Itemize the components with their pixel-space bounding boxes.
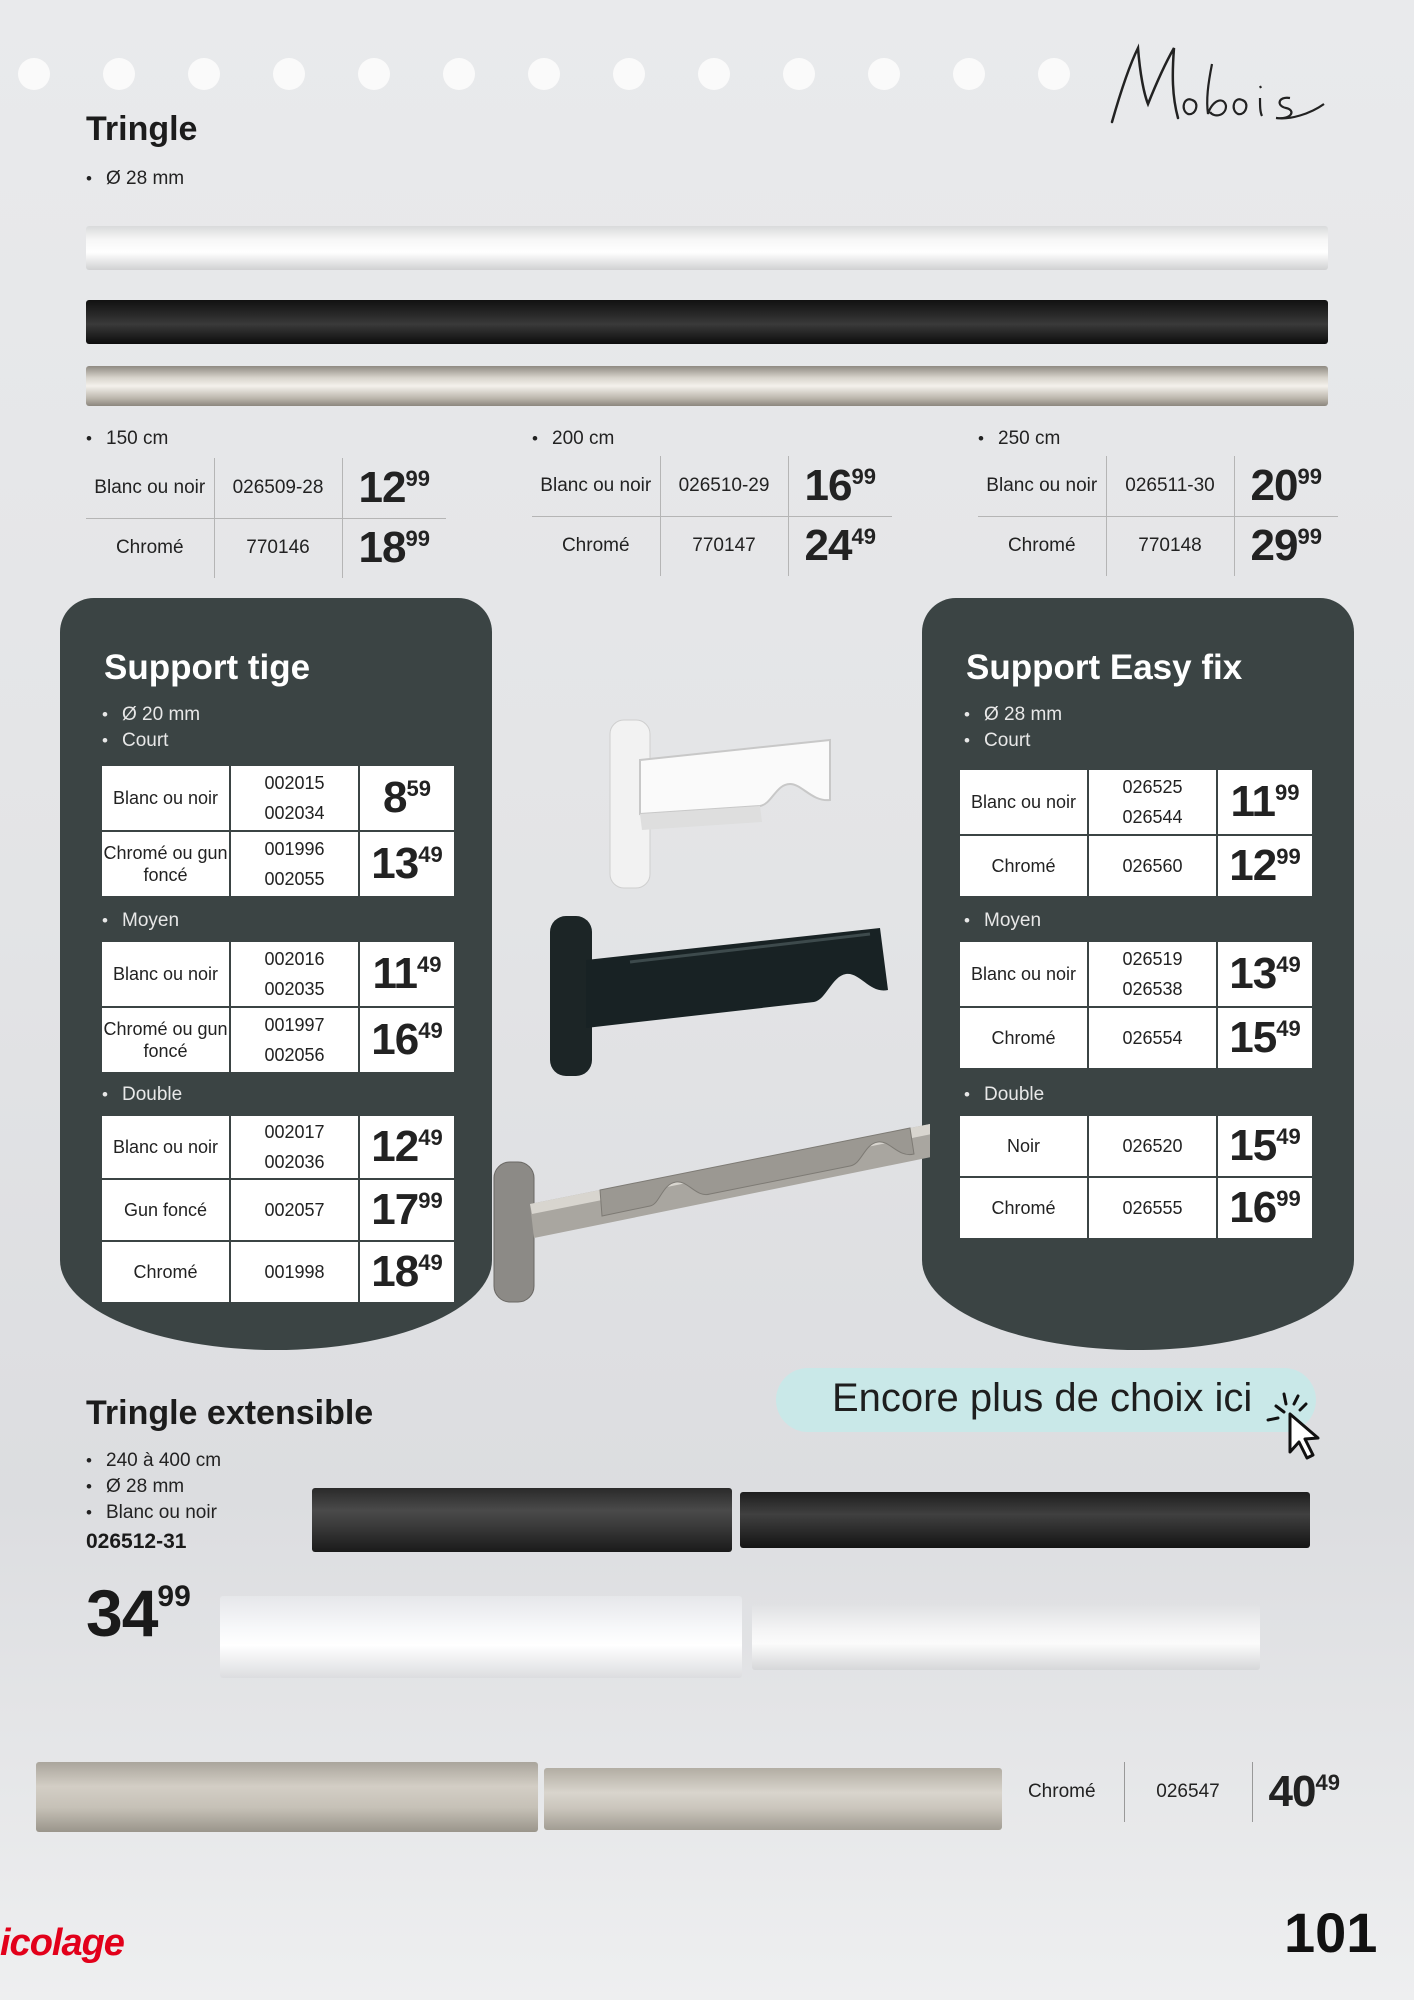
price-table-250cm (978, 456, 1338, 576)
bracket-chrome-image (494, 1124, 930, 1302)
price: $29^{99}$ (1250, 521, 1322, 571)
price: $15^{49}$ (1229, 1121, 1301, 1170)
length-200: • 200 cm (532, 426, 614, 452)
table-row: Blanc ou noir 026509-28 $12^{99}$ (86, 458, 446, 518)
tige-moyen-label: • Moyen (102, 908, 179, 934)
table-row: Chromé 026547 $40^{49}$ (1000, 1762, 1356, 1822)
table-row: Blanc ou noir 002017 002036 $12^{49}$ (101, 1115, 455, 1179)
section-title-support-tige: Support tige (104, 648, 311, 687)
table-row: Gun foncé 002057 $17^{99}$ (101, 1179, 455, 1241)
cursor-click-icon (1262, 1390, 1332, 1460)
page-number: 101 (1284, 1901, 1378, 1964)
price: $12^{49}$ (371, 1122, 443, 1171)
panel-support-tige (60, 598, 492, 1350)
price: $11^{49}$ (372, 949, 442, 998)
rod-white (86, 226, 1328, 270)
table-tige-moyen (100, 940, 456, 1074)
table-row: Blanc ou noir 026510-29 $16^{99}$ (532, 456, 892, 516)
table-row: Chromé 026560 $12^{99}$ (959, 835, 1313, 897)
length-250: • 250 cm (978, 426, 1060, 452)
price: $12^{99}$ (358, 462, 430, 512)
price: $24^{49}$ (804, 521, 876, 571)
price: $16^{99}$ (1229, 1183, 1301, 1232)
support-easy-bullets: • Ø 28 mm • Court (964, 702, 1062, 754)
extensible-chrome-table (1000, 1762, 1356, 1822)
rod-black (86, 300, 1328, 344)
table-row: Chromé 026554 $15^{49}$ (959, 1007, 1313, 1069)
tringle-bullets (86, 166, 184, 192)
table-row: Chromé 770148 $29^{99}$ (978, 516, 1338, 576)
table-row: Chromé ou gun foncé 001997 002056 $16^{49}$ (101, 1007, 455, 1073)
rod-chrome (86, 366, 1328, 406)
price: $40^{49}$ (1268, 1767, 1340, 1816)
table-row: Blanc ou noir 026519 026538 $13^{49}$ (959, 941, 1313, 1007)
section-title-tringle-extensible: Tringle extensible (86, 1394, 374, 1432)
table-tige-double (100, 1114, 456, 1304)
mobois-logo (1100, 34, 1340, 134)
binder-holes (14, 58, 1074, 94)
table-row: Chromé 026555 $16^{99}$ (959, 1177, 1313, 1239)
price-table-200cm (532, 456, 892, 576)
table-tige-court (100, 764, 456, 898)
price: $16^{49}$ (371, 1015, 443, 1064)
table-row: Blanc ou noir 002016 002035 $11^{49}$ (101, 941, 455, 1007)
extensible-bullets: • 240 à 400 cm • Ø 28 mm • Blanc ou noir (86, 1448, 221, 1526)
table-row: Chromé 001998 $18^{49}$ (101, 1241, 455, 1303)
section-title-tringle: Tringle (86, 110, 198, 148)
ext-rod-black-outer (740, 1492, 1310, 1548)
cta-label: Encore plus de choix ici (832, 1376, 1253, 1420)
price: $13^{49}$ (371, 839, 443, 888)
bullet: • Ø 28 mm (86, 166, 184, 192)
table-row: Blanc ou noir 026511-30 $20^{99}$ (978, 456, 1338, 516)
extensible-price: $34^{99}$ (86, 1576, 191, 1650)
price: $18^{99}$ (358, 523, 430, 573)
easy-moyen-label: • Moyen (964, 908, 1041, 934)
price: $8^{59}$ (383, 773, 431, 822)
extensible-ref: 026512-31 (86, 1530, 187, 1553)
bracket-white-image (610, 720, 830, 888)
table-easy-moyen (958, 940, 1314, 1070)
support-tige-bullets: • Ø 20 mm • Court (102, 702, 200, 754)
brand-logo: icolage (0, 1922, 124, 1964)
price-table-150cm (86, 458, 446, 578)
table-row: Chromé 770146 $18^{99}$ (86, 518, 446, 578)
table-easy-double (958, 1114, 1314, 1240)
price: $13^{49}$ (1229, 949, 1301, 998)
price: $20^{99}$ (1250, 460, 1322, 510)
bracket-black-image (550, 916, 888, 1076)
ext-rod-white-inner (220, 1596, 742, 1678)
price: $17^{99}$ (371, 1185, 443, 1234)
tige-double-label: • Double (102, 1082, 182, 1108)
ext-rod-white-outer (752, 1604, 1260, 1670)
ext-rod-chrome-inner (36, 1762, 538, 1832)
price: $11^{99}$ (1230, 777, 1300, 826)
table-row: Noir 026520 $15^{49}$ (959, 1115, 1313, 1177)
table-row: Blanc ou noir 026525 026544 $11^{99}$ (959, 769, 1313, 835)
price: $12^{99}$ (1229, 841, 1301, 890)
section-title-support-easy-fix: Support Easy fix (966, 648, 1243, 687)
table-row: Blanc ou noir 002015 002034 $8^{59}$ (101, 765, 455, 831)
ext-rod-chrome-outer (544, 1768, 1002, 1830)
table-row: Chromé ou gun foncé 001996 002055 $13^{49}$ (101, 831, 455, 897)
panel-support-easy-fix (922, 598, 1354, 1350)
table-row: Chromé 770147 $24^{49}$ (532, 516, 892, 576)
ext-rod-black-inner (312, 1488, 732, 1552)
price: $16^{99}$ (804, 460, 876, 510)
bracket-product-images (490, 710, 930, 1310)
table-easy-court (958, 768, 1314, 898)
length-150: • 150 cm (86, 426, 168, 452)
more-choice-link[interactable] (776, 1368, 1316, 1432)
easy-double-label: • Double (964, 1082, 1044, 1108)
price: $15^{49}$ (1229, 1013, 1301, 1062)
price: $18^{49}$ (371, 1247, 443, 1296)
